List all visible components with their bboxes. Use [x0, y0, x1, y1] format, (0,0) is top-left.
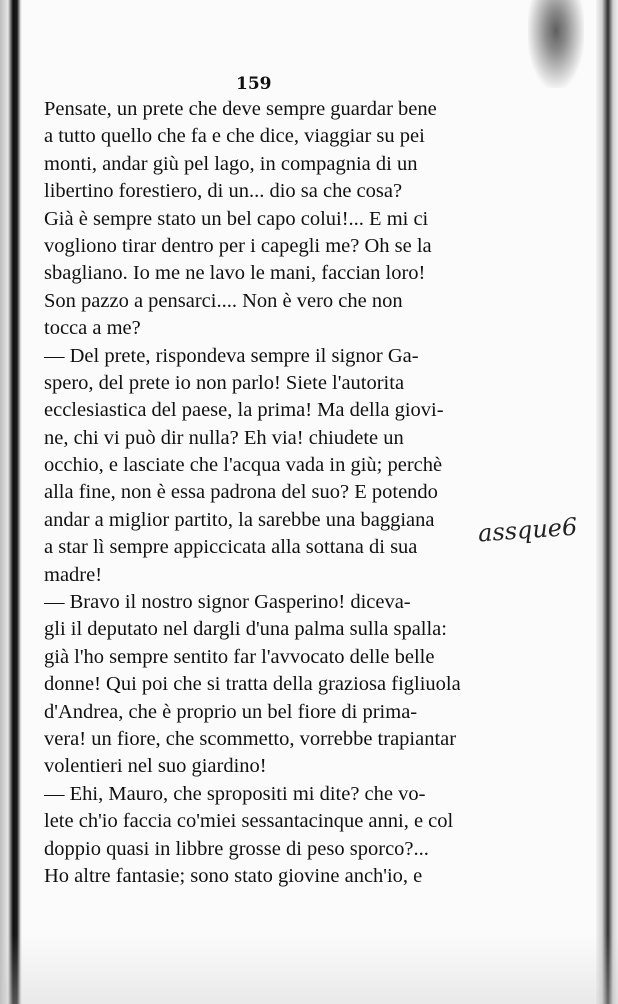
text-line: ecclesiastica del paese, la prima! Ma della giovi- [44, 399, 444, 422]
text-line: sbagliano. Io me ne lavo le mani, faccian loro! [44, 262, 426, 285]
page-number: 159 [236, 74, 272, 94]
page-bottom-shade [0, 934, 618, 1004]
text-line: andar a miglior partito, la sarebbe una baggiana [44, 508, 435, 531]
text-line: d'Andrea, che è proprio un bel fiore di prima- [44, 700, 418, 723]
text-line: già l'ho sempre sentito far l'avvocato delle belle [44, 645, 435, 668]
text-line: lete ch'io faccia co'miei sessantacinque anni, e col [44, 810, 454, 833]
text-line: a tutto quello che fa e che dice, viaggiar su pei [44, 125, 425, 148]
page-binding-edge [0, 0, 22, 1004]
body-text [44, 96, 480, 890]
text-line: donne! Qui poi che si tratta della graziosa figliuola [44, 673, 461, 696]
text-line: libertino forestiero, di un... dio sa che cosa? [44, 180, 403, 203]
text-line: vogliono tirar dentro per i capegli me? Oh se la [44, 234, 432, 257]
text-line: — Bravo il nostro signor Gasperino! diceva- [44, 591, 411, 614]
text-line: vera! un fiore, che scommetto, vorrebbe trapiantar [44, 727, 457, 750]
text-line: Ho altre fantasie; sono stato giovine anch'io, e [44, 864, 423, 887]
text-line: alla fine, non è essa padrona del suo? E potendo [44, 481, 438, 504]
text-line: Già è sempre stato un bel capo colui!... E mi ci [44, 207, 429, 230]
text-line: Pensate, un prete che deve sempre guardar bene [44, 98, 437, 120]
page-right-edge [596, 0, 618, 1004]
text-line: tocca a me? [44, 317, 141, 340]
text-line: — Ehi, Mauro, che spropositi mi dite? che vo- [44, 782, 426, 805]
text-line: Son pazzo a pensarci.... Non è vero che non [44, 289, 403, 312]
text-line: occhio, e lasciate che l'acqua vada in giù; perchè [44, 454, 443, 477]
text-line: ne, chi vi può dir nulla? Eh via! chiudete un [44, 426, 404, 449]
ink-stain [528, 0, 584, 88]
text-line: madre! [44, 563, 103, 586]
text-line: volentieri nel suo giardino! [44, 755, 267, 778]
text-line: monti, andar giù pel lago, in compagnia di un [44, 152, 418, 175]
text-line: doppio quasi in libbre grosse di peso sporco?... [44, 837, 429, 860]
text-line: — Del prete, rispondeva sempre il signor Ga- [44, 344, 419, 367]
text-line: gli il deputato nel dargli d'una palma sulla spalla: [44, 618, 447, 641]
text-line: spero, del prete io non parlo! Siete l'autorita [44, 371, 405, 394]
text-line: a star lì sempre appiccicata alla sottana di sua [44, 536, 418, 559]
handwritten-margin-note: assque6 [477, 512, 579, 548]
